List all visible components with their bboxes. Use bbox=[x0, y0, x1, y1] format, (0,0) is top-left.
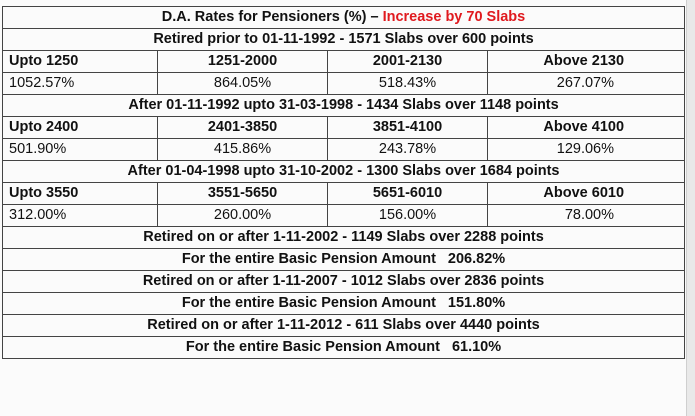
da-rates-table bbox=[2, 6, 685, 359]
section-heading-row bbox=[3, 315, 685, 337]
flat-rate-label: For the entire Basic Pension Amount bbox=[185, 339, 440, 355]
title-main: D.A. Rates for Pensioners (%) – bbox=[161, 9, 383, 25]
flat-rate-row bbox=[3, 293, 685, 315]
rate-cell: 1052.57% bbox=[3, 73, 158, 95]
rate-cell: 243.78% bbox=[328, 139, 488, 161]
range-cell: Upto 1250 bbox=[3, 51, 158, 73]
rate-cell: 260.00% bbox=[158, 205, 328, 227]
range-row bbox=[3, 51, 685, 73]
flat-rate-cell bbox=[3, 249, 685, 271]
range-cell: Above 2130 bbox=[488, 51, 685, 73]
rate-cell: 78.00% bbox=[488, 205, 685, 227]
section-heading: After 01-11-1992 upto 31-03-1998 - 1434 Slabs over 1148 points bbox=[3, 95, 685, 117]
flat-rate-value: 206.82% bbox=[447, 251, 506, 267]
rate-cell: 518.43% bbox=[328, 73, 488, 95]
section-heading-row bbox=[3, 227, 685, 249]
range-cell: 3851-4100 bbox=[328, 117, 488, 139]
rate-cell: 501.90% bbox=[3, 139, 158, 161]
rate-cell: 415.86% bbox=[158, 139, 328, 161]
rate-cell: 864.05% bbox=[158, 73, 328, 95]
flat-rate-cell bbox=[3, 293, 685, 315]
range-cell: 2401-3850 bbox=[158, 117, 328, 139]
section-heading-row bbox=[3, 271, 685, 293]
range-row bbox=[3, 183, 685, 205]
range-cell: 5651-6010 bbox=[328, 183, 488, 205]
flat-rate-row bbox=[3, 249, 685, 271]
rate-cell: 129.06% bbox=[488, 139, 685, 161]
range-cell: 1251-2000 bbox=[158, 51, 328, 73]
page-edge bbox=[686, 0, 695, 416]
section-heading: Retired on or after 1-11-2007 - 1012 Slabs over 2836 points bbox=[3, 271, 685, 293]
section-heading-row bbox=[3, 95, 685, 117]
range-cell: Upto 2400 bbox=[3, 117, 158, 139]
range-cell: Above 6010 bbox=[488, 183, 685, 205]
section-heading-row bbox=[3, 161, 685, 183]
rate-cell: 312.00% bbox=[3, 205, 158, 227]
title-row bbox=[3, 7, 685, 29]
range-cell: 2001-2130 bbox=[328, 51, 488, 73]
range-cell: Upto 3550 bbox=[3, 183, 158, 205]
flat-rate-cell bbox=[3, 337, 685, 359]
section-heading: Retired prior to 01-11-1992 - 1571 Slabs over 600 points bbox=[3, 29, 685, 51]
rate-cell: 267.07% bbox=[488, 73, 685, 95]
range-cell: Above 4100 bbox=[488, 117, 685, 139]
range-row bbox=[3, 117, 685, 139]
title-highlight: Increase by 70 Slabs bbox=[382, 9, 526, 25]
rate-row bbox=[3, 205, 685, 227]
table-title bbox=[3, 7, 685, 29]
flat-rate-row bbox=[3, 337, 685, 359]
section-heading-row bbox=[3, 29, 685, 51]
flat-rate-label: For the entire Basic Pension Amount bbox=[181, 251, 436, 267]
rate-row bbox=[3, 139, 685, 161]
section-heading: Retired on or after 1-11-2002 - 1149 Slabs over 2288 points bbox=[3, 227, 685, 249]
range-cell: 3551-5650 bbox=[158, 183, 328, 205]
rate-cell: 156.00% bbox=[328, 205, 488, 227]
flat-rate-value: 151.80% bbox=[447, 295, 506, 311]
flat-rate-value: 61.10% bbox=[451, 339, 502, 355]
flat-rate-label: For the entire Basic Pension Amount bbox=[181, 295, 436, 311]
section-heading: Retired on or after 1-11-2012 - 611 Slabs over 4440 points bbox=[3, 315, 685, 337]
rate-row bbox=[3, 73, 685, 95]
section-heading: After 01-04-1998 upto 31-10-2002 - 1300 Slabs over 1684 points bbox=[3, 161, 685, 183]
